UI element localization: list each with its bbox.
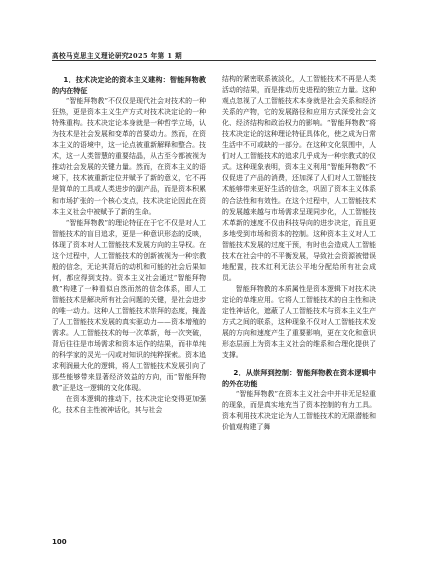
paragraph: “智能拜物教”的理论特征在于它不仅是对人工智能技术的盲目追求，更是一种意识形态的反映，体现了资本对人工智能技术发展方向的主导权。在这个过程中，人工智能技术的创新被视为一种宗教般的信念，无论其背后的动机和可能的社会后果如何，都应得到支持。资本主义社会通过“智能拜物教”构建了一种看似自然而然的信念体系，即人工智能技术是解决所有社会问题的关键，是社会进步的唯一动力。这种人工智能技术崇拜的态度，掩盖了人工智能技术发展的真实驱动力——资本增殖的需求。人工智能技术的每一次革新，每一次突破，背后往往是市场需求和资本运作的结果，而非单纯的科学家的灵光一闪或对知识的纯粹探索。资本追求利润最大化的逻辑，将人工智能技术发展引向了那些能够带来显著经济效益的方向，而“智能拜物教”正是这一逻辑的文化体现。 bbox=[52, 218, 206, 393]
section-heading-2: 2．从崇拜到控制：智能拜物教在资本逻辑中的外在功能 bbox=[222, 368, 376, 389]
journal-title: 高校马克思主义理论研究 bbox=[52, 52, 129, 60]
paragraph: 结构的紧密联系被淡化，人工智能技术不再是人类活动的结果，而是推动历史进程的独立力量。这种观点忽视了人工智能技术本身就是社会关系和经济关系的产物，它的发展路径和应用方式深受社会文化、经济结构和政治权力的影响。“智能拜物教”将技术决定论的这种理论特征具体化，使之成为日常生活中不可或缺的一部分。在这种文化氛围中，人们对人工智能技术的追求几乎成为一种宗教式的仪式。这种现象表明，资本主义利用“智能拜物教”不仅促进了产品的消费，还加深了人们对人工智能技术能够带来更好生活的信念，巩固了资本主义体系的合法性和有效性。在这个过程中，人工智能技术的发展越来越与市场需求呈现同步化，人工智能技术革新的速度不仅由科技导向的进步决定，而且更多地受到市场和资本的控制。这种资本主义对人工智能技术发展的过度干预，有时也会造成人工智能技术在社会中的不平衡发展，导致社会资源被错误地配置，技术红利无法公平地分配给所有社会成员。 bbox=[222, 75, 376, 282]
paragraph: 智能拜物教的本质属性是资本逻辑下对技术决定论的单维应用。它将人工智能技术的自主性和决定性神话化，遮蔽了人工智能技术与资本主义生产方式之间的联系，这种现象不仅对人工智能技术发展的方向和速度产生了重要影响，更在文化和意识形态层面上为资本主义社会的维系和合理化提供了支撑。 bbox=[222, 284, 376, 360]
right-column bbox=[222, 74, 376, 534]
page-number: 100 bbox=[52, 538, 67, 546]
header-rule bbox=[52, 60, 376, 61]
paragraph: 在资本逻辑的推动下，技术决定论变得更加强化，技术自主性被神话化，其与社会 bbox=[52, 395, 206, 415]
left-column bbox=[52, 74, 206, 534]
paragraph: “智能拜物教”在资本主义社会中并非无足轻重的现象，而是真实地充当了资本控制的有力工具。资本利用技术决定论为人工智能技术的无限潜能和价值观构建了舞 bbox=[222, 390, 376, 432]
section-heading-1: 1．技术决定论的资本主义建构：智能拜物教的内在特征 bbox=[52, 75, 206, 96]
paragraph: “智能拜物教”不仅仅是现代社会对技术的一种狂热，更是资本主义生产方式对技术决定论的一种特殊重构。技术决定论本身就是一种哲学立场，认为技术是社会发展和变革的首要动力。然而，在资本主义的语境中，这一论点被重新解释和整合。技术，这一人类智慧的重要结晶，从古至今都被视为推动社会发展的关键力量。然而，在资本主义的语境下，技术被重新定位并赋予了新的意义，它不再是简单的工具或人类进步的副产品，而是资本积累和市场扩张的一个核心支点，技术决定论因此在资本主义社会中被赋予了新的生命。 bbox=[52, 97, 206, 216]
issue-label: 2025 年第 1 期 bbox=[128, 52, 183, 60]
